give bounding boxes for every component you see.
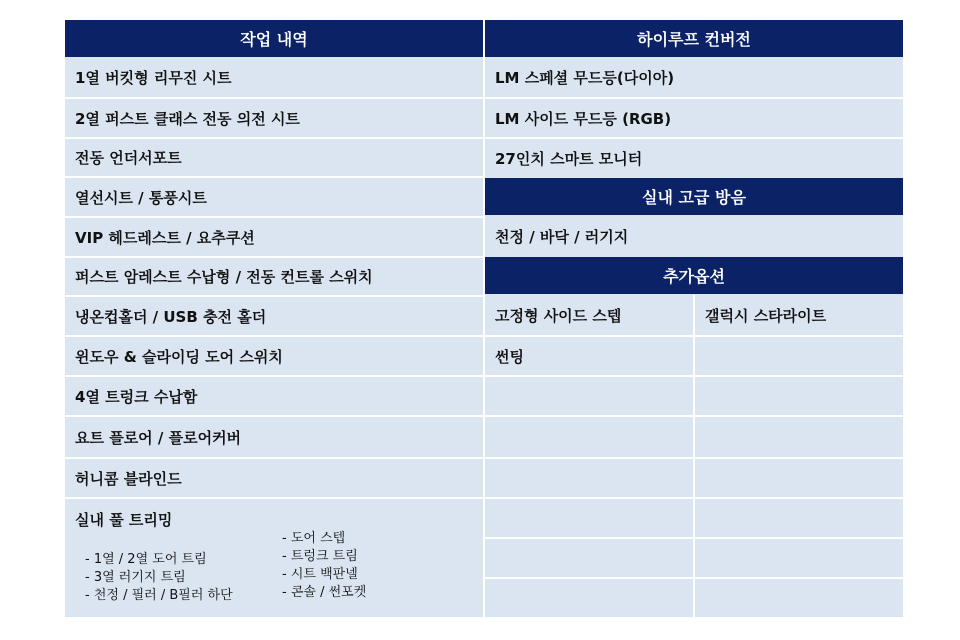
option-item-label: 고정형 사이드 스텝 [495,306,622,325]
hiroof-header [485,20,903,57]
interior-trim-list-1 [85,551,233,605]
interior-trim-item: - 도어 스텝 [282,531,346,546]
work-item [65,459,483,497]
work-item [65,139,483,176]
interior-trim-list-2 [282,530,366,602]
interior-trim-item: - 1열 / 2열 도어 트림 [85,552,207,567]
options-column-divider [693,295,695,617]
hiroof-item-label: LM 사이드 무드등 (RGB) [495,109,672,128]
work-item-label: 전동 언더서포트 [75,149,182,167]
work-item-label: 허니콤 블라인드 [75,469,182,488]
work-item [65,178,483,216]
work-item-label: 1열 버킷형 리무진 시트 [75,68,232,87]
work-item [65,337,483,375]
interior-trim-item: - 천정 / 필러 / B필러 하단 [85,588,233,603]
options-header [485,257,903,294]
work-item [65,57,483,97]
hiroof-item [485,57,903,97]
row-divider [65,497,483,499]
interior-trim-item: - 시트 백판넬 [282,567,358,582]
interior-trim-item: - 3열 러기지 트림 [85,570,186,585]
work-item [65,377,483,415]
interior-trim-item: - 콘솔 / 썬포켓 [282,585,367,600]
option-item [485,337,693,375]
soundproof-item [485,215,903,257]
hiroof-header-label: 하이루프 컨버전 [637,30,751,49]
work-item-label: 퍼스트 암레스트 수납형 / 전동 컨트롤 스위치 [75,268,373,286]
work-item-label: 윈도우 & 슬라이딩 도어 스위치 [75,347,283,366]
option-item [695,295,903,335]
soundproof-item-label: 천정 / 바닥 / 러기지 [495,227,629,246]
work-item [65,297,483,335]
work-item-label: 2열 퍼스트 클래스 전동 의전 시트 [75,109,300,128]
work-details-header [65,20,483,57]
work-item [65,99,483,137]
hiroof-item-label: 27인치 스마트 모니터 [495,150,643,168]
options-header-label: 추가옵션 [663,267,725,286]
work-item [65,417,483,457]
option-item-label: 썬팅 [495,347,524,366]
hiroof-item [485,99,903,137]
soundproof-header [485,178,903,215]
work-item-label: 요트 플로어 / 플로어커버 [75,428,242,447]
soundproof-header-label: 실내 고급 방음 [642,188,746,207]
work-item [65,218,483,256]
work-item [65,258,483,295]
option-item-label: 갤럭시 스타라이트 [705,306,827,325]
interior-trim-title: 실내 풀 트리밍 [75,511,173,529]
work-item-label: VIP 헤드레스트 / 요추쿠션 [75,228,255,247]
hiroof-item-label: LM 스페셜 무드등(다이아) [495,68,675,87]
work-item-label: 4열 트렁크 수납함 [75,387,198,406]
interior-trim-item: - 트렁크 트림 [282,549,358,564]
work-item-label: 열선시트 / 통풍시트 [75,188,207,207]
work-details-header-label: 작업 내역 [240,30,308,49]
hiroof-item [485,139,903,178]
work-item-label: 냉온컵홀더 / USB 충전 홀더 [75,307,267,326]
option-item [485,295,693,335]
